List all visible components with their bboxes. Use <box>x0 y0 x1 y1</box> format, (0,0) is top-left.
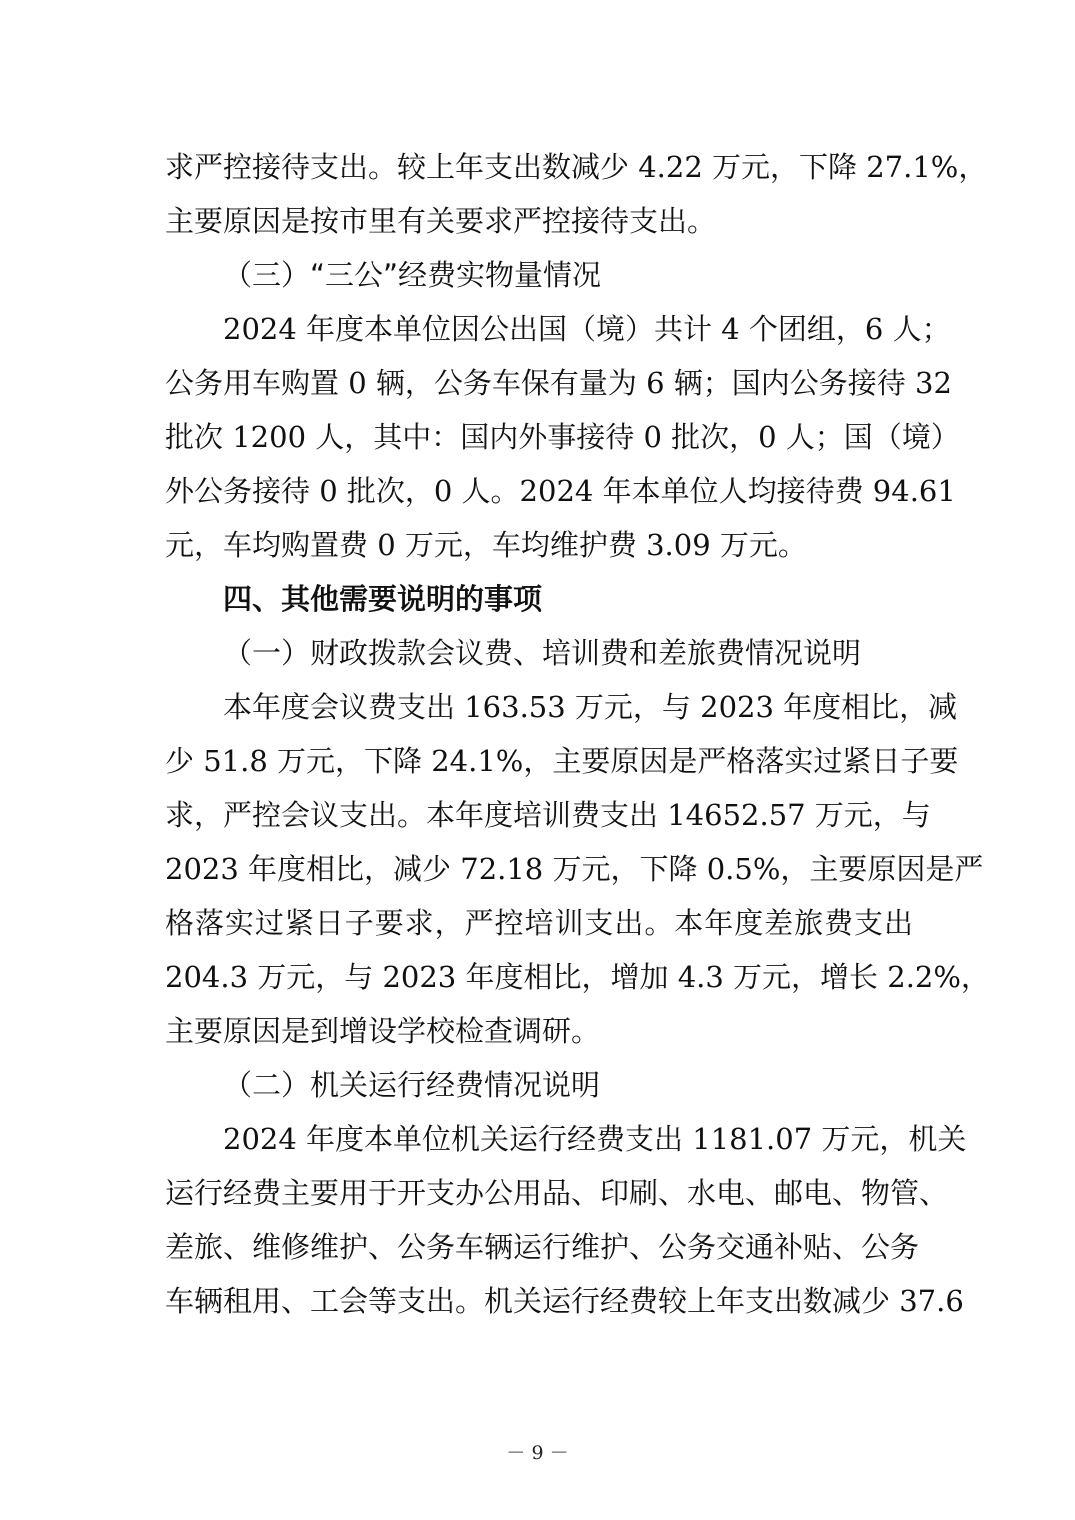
paragraph-line: 204.3 万元，与 2023 年度相比，增加 4.3 万元，增长 2.2%， <box>165 960 990 994</box>
page-number: － 9 － <box>506 1442 569 1464</box>
paragraph-line: 少 51.8 万元，下降 24.1%，主要原因是严格落实过紧日子要 <box>165 744 959 778</box>
paragraph-line: 公务用车购置 0 辆，公务车保有量为 6 辆；国内公务接待 32 <box>165 366 952 400</box>
paragraph-line: 本年度会议费支出 163.53 万元，与 2023 年度相比，减 <box>223 690 958 724</box>
section-heading: （三）“三公”经费实物量情况 <box>223 258 602 292</box>
paragraph-line: 批次 1200 人，其中：国内外事接待 0 批次，0 人；国（境） <box>165 420 960 454</box>
paragraph-line: 主要原因是按市里有关要求严控接待支出。 <box>165 204 717 238</box>
body-text <box>165 140 990 1328</box>
chapter-heading: 四、其他需要说明的事项 <box>223 582 543 616</box>
paragraph-line: 2024 年度本单位机关运行经费支出 1181.07 万元，机关 <box>223 1122 967 1156</box>
paragraph-line: 元，车均购置费 0 万元，车均维护费 3.09 万元。 <box>165 528 807 562</box>
paragraph-line: 差旅、维修维护、公务车辆运行维护、公务交通补贴、公务 <box>165 1230 920 1264</box>
paragraph-line: 格落实过紧日子要求，严控培训支出。本年度差旅费支出 <box>165 906 913 940</box>
paragraph-line: 运行经费主要用于开支办公用品、印刷、水电、邮电、物管、 <box>165 1176 949 1210</box>
paragraph-line: 求严控接待支出。较上年支出数减少 4.22 万元，下降 27.1%， <box>165 150 988 184</box>
paragraph-line: 2023 年度相比，减少 72.18 万元，下降 0.5%，主要原因是严 <box>165 852 984 886</box>
paragraph-line: 2024 年度本单位因公出国（境）共计 4 个团组，6 人； <box>223 312 951 346</box>
paragraph-line: 主要原因是到增设学校检查调研。 <box>165 1014 601 1048</box>
paragraph-line: 车辆租用、工会等支出。机关运行经费较上年支出数减少 37.6 <box>165 1284 964 1318</box>
paragraph-line: 求，严控会议支出。本年度培训费支出 14652.57 万元，与 <box>165 798 931 832</box>
paragraph-line: 外公务接待 0 批次，0 人。2024 年本单位人均接待费 94.61 <box>165 474 956 508</box>
section-heading: （一）财政拨款会议费、培训费和差旅费情况说明 <box>223 636 862 670</box>
section-heading: （二）机关运行经费情况说明 <box>223 1068 601 1102</box>
